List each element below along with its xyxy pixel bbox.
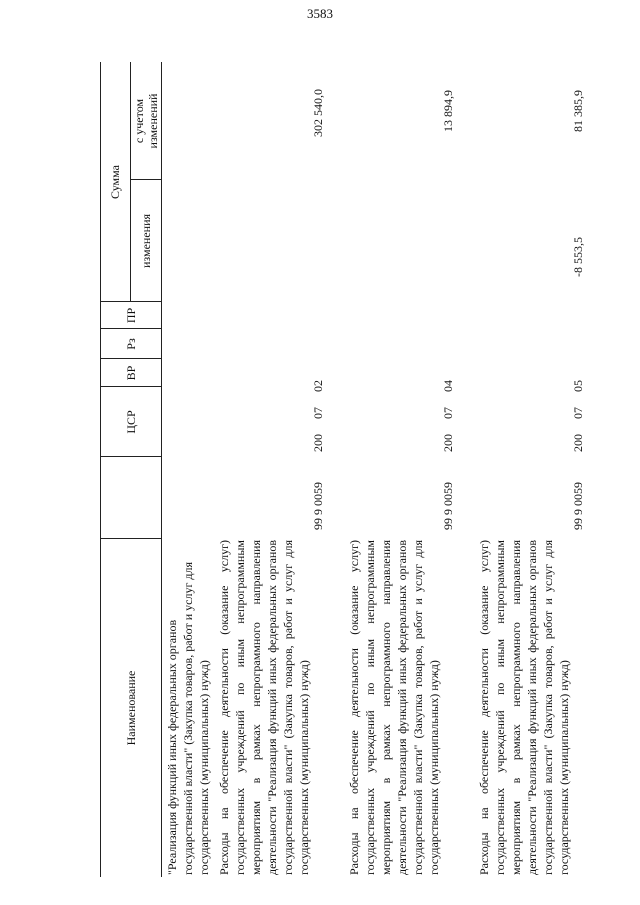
row-2-csr: 99 9 0059: [441, 482, 455, 530]
header-rz: Рз: [123, 338, 138, 350]
rotated-budget-table: [100, 62, 620, 877]
row-1-csr: 99 9 0059: [311, 482, 325, 530]
row-3-vr: 200: [571, 434, 585, 452]
page-number: 3583: [307, 6, 333, 21]
row-0-name: "Реализация функций иных федеральных органов государственной власти" (Закупка товаров, работ и услуг для государственных (муниципальных) нужд): [165, 561, 211, 875]
header-with-change: с учетом изменений: [132, 93, 160, 149]
row-2-name: Расходы на обеспечение деятельности (оказание услуг) государственных учреждений по иным непрограммным мероприятиям в рамках непрограммного направления деятельности "Реализация функций иных федеральных органов государственной власти" (Закупка товаров, работ и услуг для государственных (муниципальных) нужд): [347, 540, 441, 875]
row-1-name: Расходы на обеспечение деятельности (оказание услуг) государственных учреждений по иным непрограммным мероприятиям в рамках непрограммного направления деятельности "Реализация функций иных федеральных органов государственной власти" (Закупка товаров, работ и услуг для государственных (муниципальных) нужд): [217, 540, 311, 875]
row-2-vr: 200: [441, 434, 455, 452]
header-pr: ПР: [123, 307, 138, 324]
row-3-name: Расходы на обеспечение деятельности (оказание услуг) государственных учреждений по иным непрограммным мероприятиям в рамках непрограммного направления деятельности "Реализация функций иных федеральных органов государственной власти" (Закупка товаров, работ и услуг для государственных (муниципальных) нужд): [477, 540, 571, 875]
row-3-pr: 05: [571, 380, 585, 392]
row-1-pr: 02: [311, 380, 325, 392]
header-vr: ВР: [123, 365, 138, 381]
header-change: изменения: [139, 213, 153, 269]
row-2-with-change: 13 894,9: [441, 90, 455, 132]
row-1-with-change: 302 540,0: [311, 89, 325, 137]
row-3-with-change: 81 385,9: [571, 90, 585, 132]
row-3-csr: 99 9 0059: [571, 482, 585, 530]
row-3-rz: 07: [571, 407, 585, 419]
row-1-rz: 07: [311, 407, 325, 419]
header-bottom-border: [161, 62, 162, 877]
row-1-vr: 200: [311, 434, 325, 452]
header-name: Наименование: [123, 670, 138, 746]
header-csr: ЦСР: [123, 410, 138, 434]
header-sum: Сумма: [108, 165, 122, 199]
row-3-change: -8 553,5: [571, 237, 585, 277]
row-2-rz: 07: [441, 407, 455, 419]
row-2-pr: 04: [441, 380, 455, 392]
